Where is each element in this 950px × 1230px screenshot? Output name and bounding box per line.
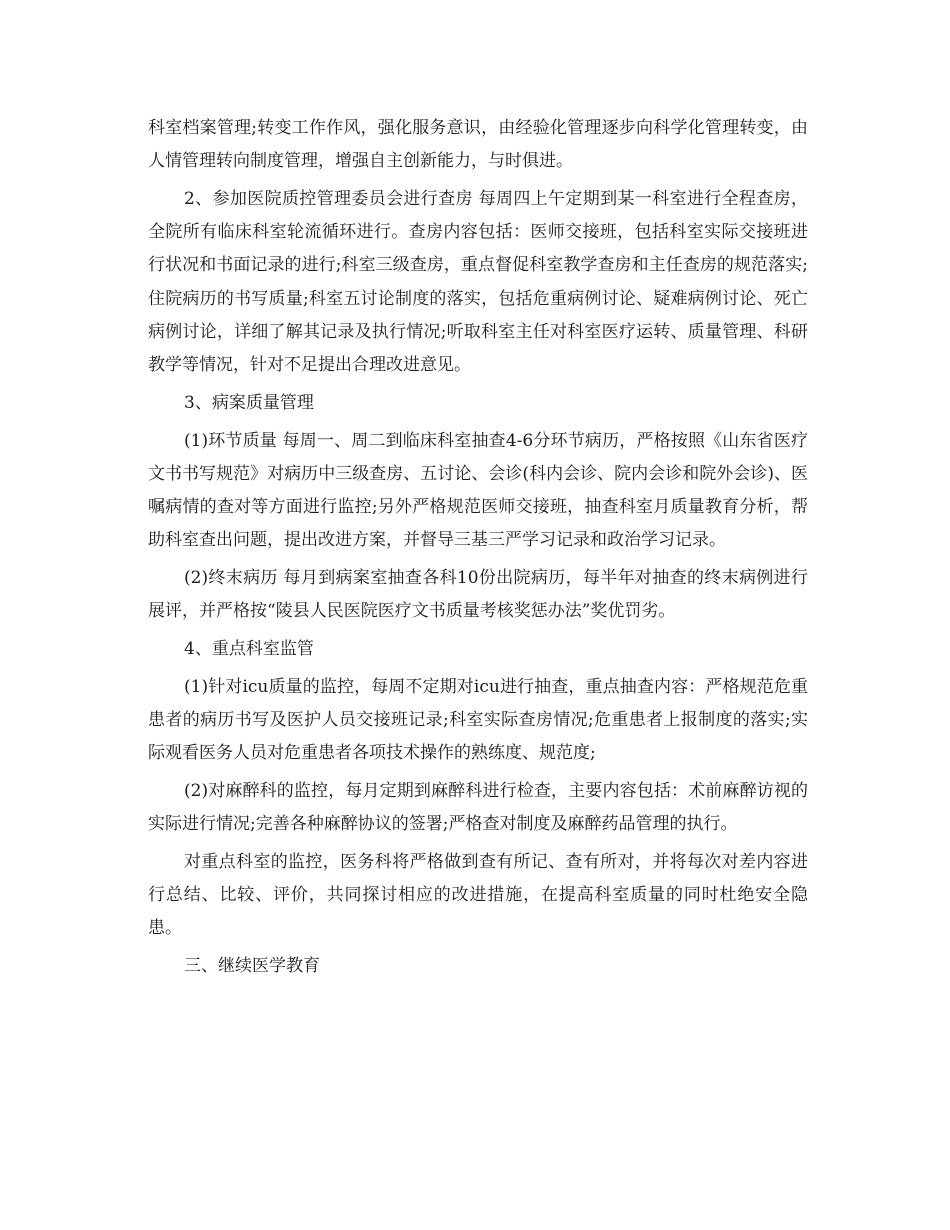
paragraph-final-records: (2)终末病历 每月到病案室抽查各科10份出院病历，每半年对抽查的终末病例进行展评，并严格按“陵县人民医院医疗文书质量考核奖惩办法”奖优罚劣。 bbox=[148, 568, 808, 622]
heading-continuing-education: 三、继续医学教育 bbox=[184, 956, 320, 977]
paragraph-key-department-summary: 对重点科室的监控，医务科将严格做到查有所记、查有所对，并将每次对差内容进行总结、比较、评价，共同探讨相应的改进措施，在提高科室质量的同时杜绝安全隐患。 bbox=[148, 852, 808, 939]
paragraph-anesthesia-monitoring: (2)对麻醉科的监控，每月定期到麻醉科进行检查，主要内容包括：术前麻醉访视的实际进行情况;完善各种麻醉协议的签署;严格查对制度及麻醉药品管理的执行。 bbox=[148, 781, 808, 835]
document-body bbox=[148, 112, 808, 988]
paragraph-process-quality: (1)环节质量 每周一、周二到临床科室抽查4-6分环节病历，严格按照《山东省医疗文书书写规范》对病历中三级查房、五讨论、会诊(科内会诊、院内会诊和院外会诊)、医嘱病情的查对等方面进行监控;另外严格规范医师交接班，抽查科室月质量教育分析，帮助科室查出问题，提出改进方案，并督导三基三严学习记录和政治学习记录。 bbox=[148, 430, 808, 551]
paragraph-icu-monitoring: (1)针对icu质量的监控，每周不定期对icu进行抽查，重点抽查内容：严格规范危重患者的病历书写及医护人员交接班记录;科室实际查房情况;危重患者上报制度的落实;实际观看医务人员对危重患者各项技术操作的熟练度、规范度; bbox=[148, 676, 808, 764]
heading-key-department-supervision: 4、重点科室监管 bbox=[184, 639, 314, 660]
paragraph-ward-round: 2、参加医院质控管理委员会进行查房 每周四上午定期到某一科室进行全程查房，全院所有临床科室轮流循环进行。查房内容包括：医师交接班，包括科室实际交接班进行状况和书面记录的进行;科室三级查房，重点督促科室教学查房和主任查房的规范落实;住院病历的书写质量;科室五讨论制度的落实，包括危重病例讨论、疑难病例讨论、死亡病例讨论，详细了解其记录及执行情况;听取科室主任对科室医疗运转、质量管理、科研教学等情况，针对不足提出合理改进意见。 bbox=[148, 189, 808, 376]
paragraph-archive-management: 科室档案管理;转变工作作风，强化服务意识，由经验化管理逐步向科学化管理转变，由人情管理转向制度管理，增强自主创新能力，与时俱进。 bbox=[148, 118, 808, 172]
heading-medical-record-quality: 3、病案质量管理 bbox=[184, 392, 314, 413]
